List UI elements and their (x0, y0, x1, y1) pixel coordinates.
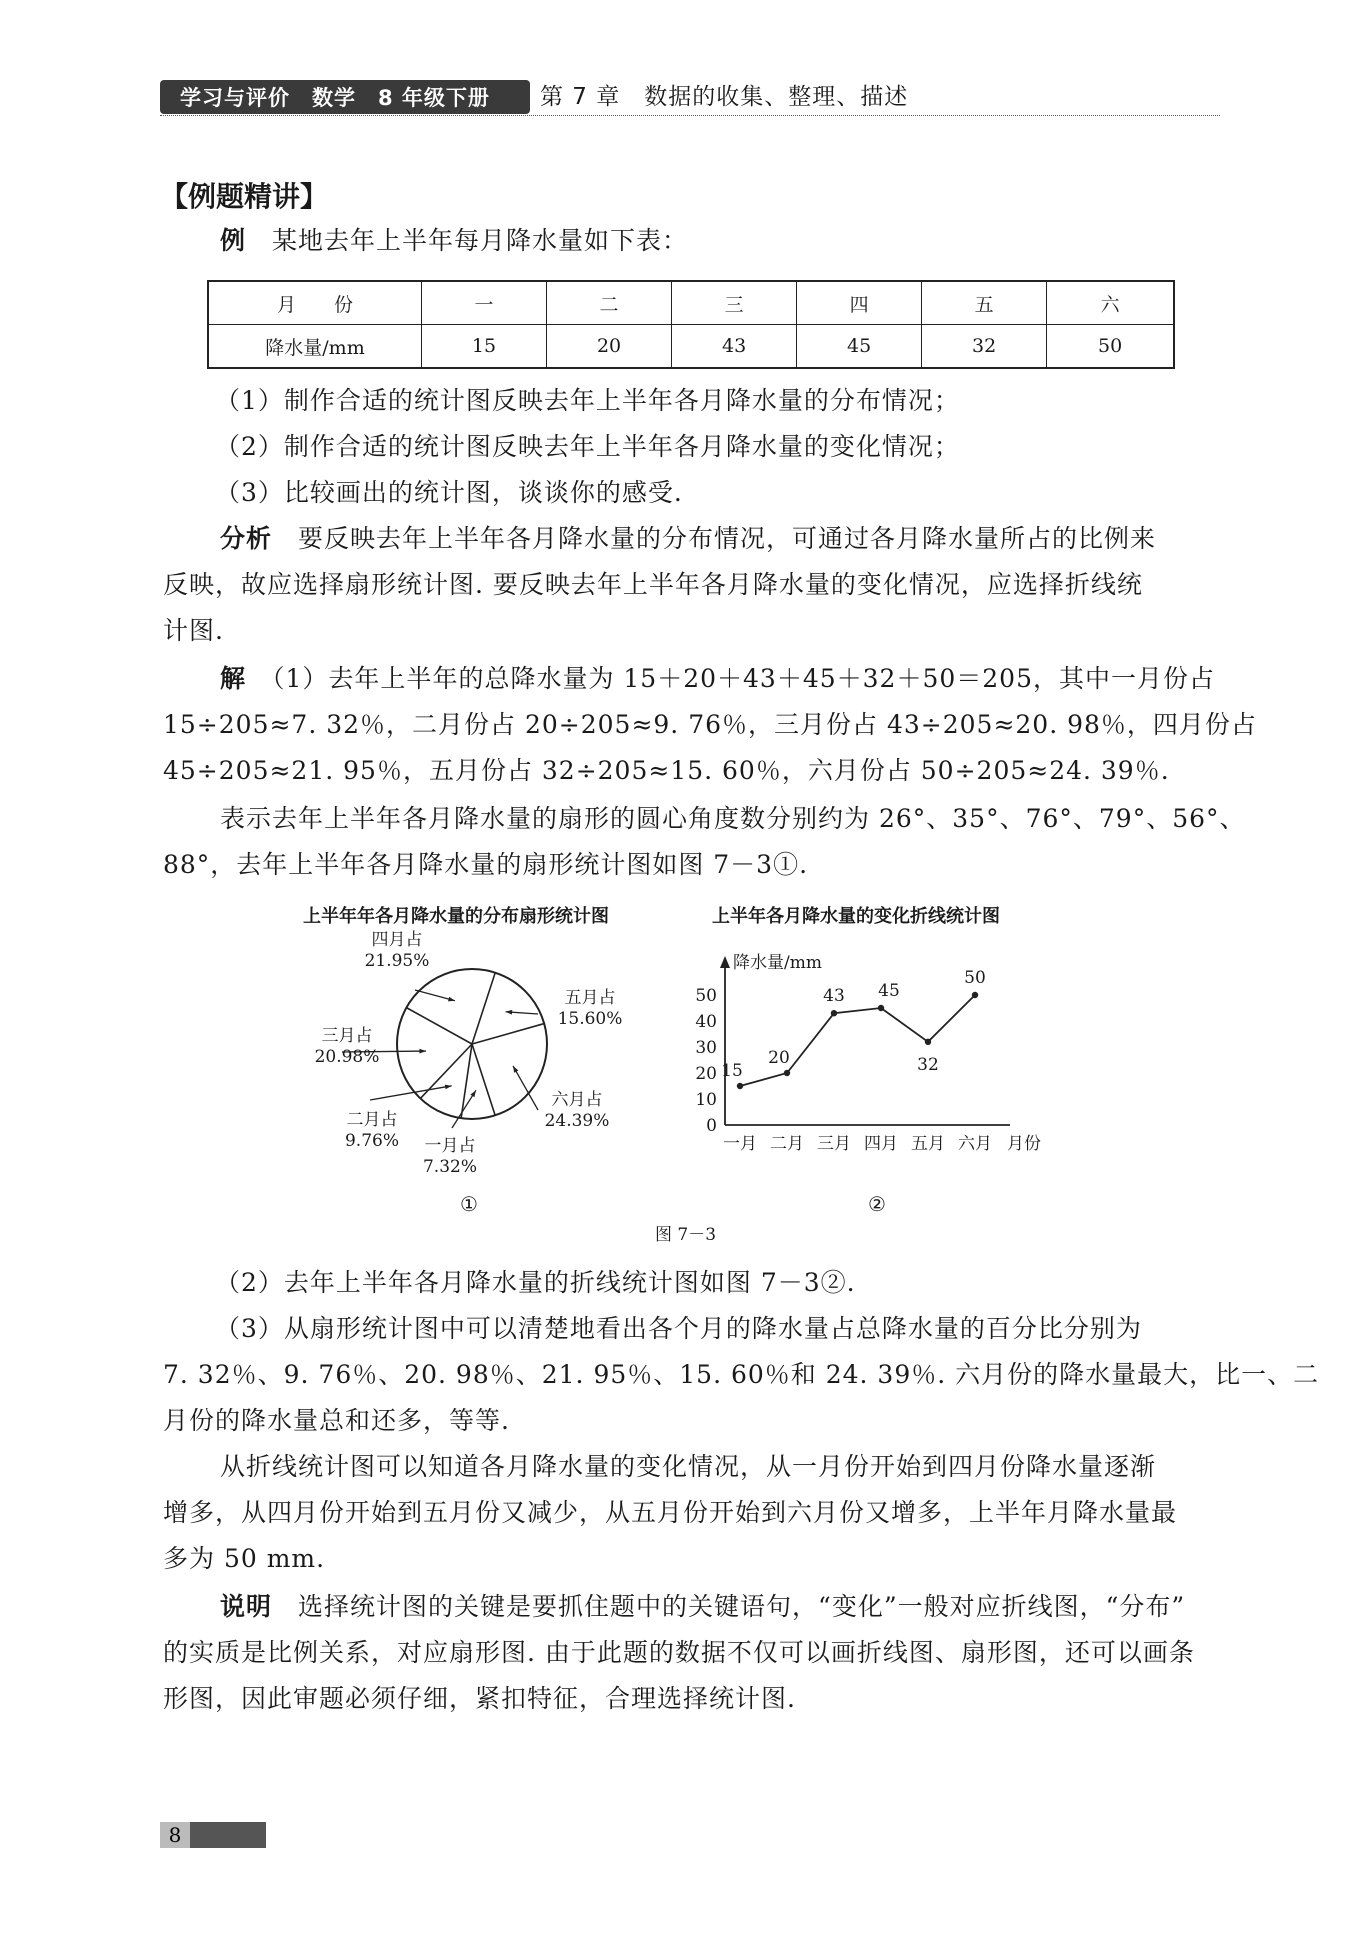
section-title: 【例题精讲】 (160, 180, 329, 213)
question-3: （3）比较画出的统计图，谈谈你的感受. (215, 478, 683, 507)
part3-line: 增多，从四月份开始到五月份又减少，从五月份开始到六月份又增多，上半年月降水量最 (163, 1498, 1178, 1527)
note-line (220, 1584, 1185, 1630)
pie-slice-boundary (472, 1044, 495, 1115)
data-label: 20 (768, 1048, 790, 1068)
x-tick-label: 一月 (723, 1134, 757, 1154)
analysis-line (220, 516, 1156, 562)
part3-line: 月份的降水量总和还多，等等. (163, 1406, 510, 1435)
part3-line: 多为 50 mm. (163, 1544, 326, 1573)
pie-label-june: 六月占 24.39% (544, 1090, 610, 1131)
pie-label-arrowhead (448, 997, 455, 1002)
analysis-text: 要反映去年上半年各月降水量的分布情况，可通过各月降水量所占的比例来 (298, 524, 1157, 553)
table-header-rainfall: 降水量/mm (208, 325, 422, 369)
y-axis-arrowhead (720, 956, 730, 968)
pie-slice-boundary (406, 1008, 472, 1044)
analysis-line: 反映，故应选择扇形统计图. 要反映去年上半年各月降水量的变化情况，应选择折线统 (163, 570, 1143, 599)
page-number: 8 (160, 1822, 190, 1848)
pie-label-april: 四月占 21.95% (364, 930, 430, 971)
data-label: 15 (721, 1061, 743, 1081)
pie-slice-boundary (472, 1024, 544, 1044)
pie-label-feb: 二月占 9.76% (344, 1110, 399, 1151)
table-header-month: 月 份 (208, 281, 422, 325)
series-line (740, 995, 975, 1086)
note-text: 选择统计图的关键是要抓住题中的关键语句，“变化”一般对应折线图，“分布” (298, 1592, 1186, 1621)
figure-caption: 图 7－3 (655, 1225, 717, 1245)
data-label: 45 (878, 981, 900, 1001)
pie-label-arrowhead (445, 1085, 452, 1090)
y-tick-label: 30 (695, 1038, 717, 1058)
x-axis-label: 月份 (1007, 1134, 1041, 1154)
solution-line: 88°，去年上半年各月降水量的扇形统计图如图 7－3①. (163, 850, 809, 879)
table-row (208, 281, 1174, 325)
table-cell: 二 (547, 281, 672, 325)
example-text: 某地去年上半年每月降水量如下表： (272, 226, 689, 255)
table-cell: 20 (547, 325, 672, 369)
example-intro (220, 218, 688, 264)
data-point (972, 992, 978, 998)
solution-line: 15÷205≈7. 32％，二月份占 20÷205≈9. 76％，三月份占 43÷205≈20. 98％，四月份占 (163, 710, 1257, 739)
y-tick-label: 40 (695, 1012, 717, 1032)
header-book-band: 学习与评价 数学 8 年级下册 (160, 80, 530, 114)
question-1: （1）制作合适的统计图反映去年上半年各月降水量的分布情况； (215, 386, 960, 415)
x-tick-label: 五月 (911, 1134, 945, 1154)
pie-label-arrowhead (419, 1049, 426, 1054)
y-tick-label: 0 (706, 1116, 717, 1136)
y-tick-label: 10 (695, 1090, 717, 1110)
line-figure-label: ② (868, 1192, 886, 1216)
rainfall-table (207, 280, 1175, 369)
y-tick-label: 50 (695, 986, 717, 1006)
data-point (737, 1083, 743, 1089)
question-2: （2）制作合适的统计图反映去年上半年各月降水量的变化情况； (215, 432, 960, 461)
line-chart (680, 950, 1080, 1170)
solution-label: 解 (220, 664, 247, 693)
analysis-label: 分析 (220, 524, 273, 553)
part3-line: 从折线统计图可以知道各月降水量的变化情况，从一月份开始到四月份降水量逐渐 (220, 1452, 1157, 1481)
x-tick-label: 二月 (770, 1134, 804, 1154)
part2-text: （2）去年上半年各月降水量的折线统计图如图 7－3②. (215, 1268, 856, 1297)
data-label: 32 (917, 1054, 939, 1075)
table-cell: 六 (1047, 281, 1174, 325)
y-tick-label: 20 (695, 1064, 717, 1084)
solution-line (220, 656, 1215, 702)
table-cell: 四 (797, 281, 922, 325)
y-axis-label: 降水量/mm (733, 953, 822, 973)
table-cell: 三 (672, 281, 797, 325)
table-cell: 五 (922, 281, 1047, 325)
x-tick-label: 六月 (958, 1134, 992, 1154)
note-label: 说明 (220, 1592, 273, 1621)
pie-label-may: 五月占 15.60% (557, 988, 623, 1029)
part3-line: 7. 32％、9. 76％、20. 98％、21. 95％、15. 60％和 24. 39％. 六月份的降水量最大，比一、二 (163, 1360, 1320, 1389)
data-point (925, 1039, 931, 1045)
table-row (208, 325, 1174, 369)
pie-figure-label: ① (460, 1192, 478, 1216)
solution-text: （1）去年上半年的总降水量为 15＋20＋43＋45＋32＋50＝205，其中一月份占 (272, 664, 1215, 693)
table-cell: 43 (672, 325, 797, 369)
x-tick-label: 四月 (864, 1134, 898, 1154)
analysis-line: 计图. (163, 616, 224, 645)
pie-label-arrowhead (513, 1066, 518, 1073)
pie-label-march: 三月占 20.98% (314, 1026, 380, 1067)
pie-slice-boundary (461, 1044, 472, 1118)
data-point (878, 1005, 884, 1011)
table-cell: 45 (797, 325, 922, 369)
pie-chart-title: 上半年年各月降水量的分布扇形统计图 (303, 906, 609, 927)
note-line: 的实质是比例关系，对应扇形图. 由于此题的数据不仅可以画折线图、扇形图，还可以画条 (163, 1638, 1195, 1667)
data-point (784, 1070, 790, 1076)
header-chapter-title: 第 7 章 数据的收集、整理、描述 (540, 84, 909, 110)
example-label: 例 (220, 226, 247, 255)
data-label: 43 (823, 986, 845, 1007)
pie-label-jan: 一月占 7.32% (422, 1136, 477, 1177)
solution-line: 45÷205≈21. 95％，五月份占 32÷205≈15. 60％，六月份占 50÷205≈24. 39％. (163, 756, 1170, 785)
solution-line: 表示去年上半年各月降水量的扇形的圆心角度数分别约为 26°、35°、76°、79°、56°、 (220, 804, 1246, 833)
data-label: 50 (964, 968, 986, 988)
header-divider (160, 115, 1220, 116)
pie-slice-boundary (472, 973, 495, 1044)
line-chart-title: 上半年各月降水量的变化折线统计图 (712, 906, 1000, 927)
part3-line: （3）从扇形统计图中可以清楚地看出各个月的降水量占总降水量的百分比分别为 (215, 1314, 1142, 1343)
table-cell: 32 (922, 325, 1047, 369)
note-line: 形图，因此审题必须仔细，紧扣特征，合理选择统计图. (163, 1684, 796, 1713)
data-point (831, 1010, 837, 1016)
table-cell: 一 (422, 281, 547, 325)
table-cell: 15 (422, 325, 547, 369)
page-number-badge (160, 1822, 266, 1848)
table-cell: 50 (1047, 325, 1174, 369)
x-tick-label: 三月 (817, 1134, 851, 1154)
pie-label-arrowhead (470, 1090, 476, 1097)
